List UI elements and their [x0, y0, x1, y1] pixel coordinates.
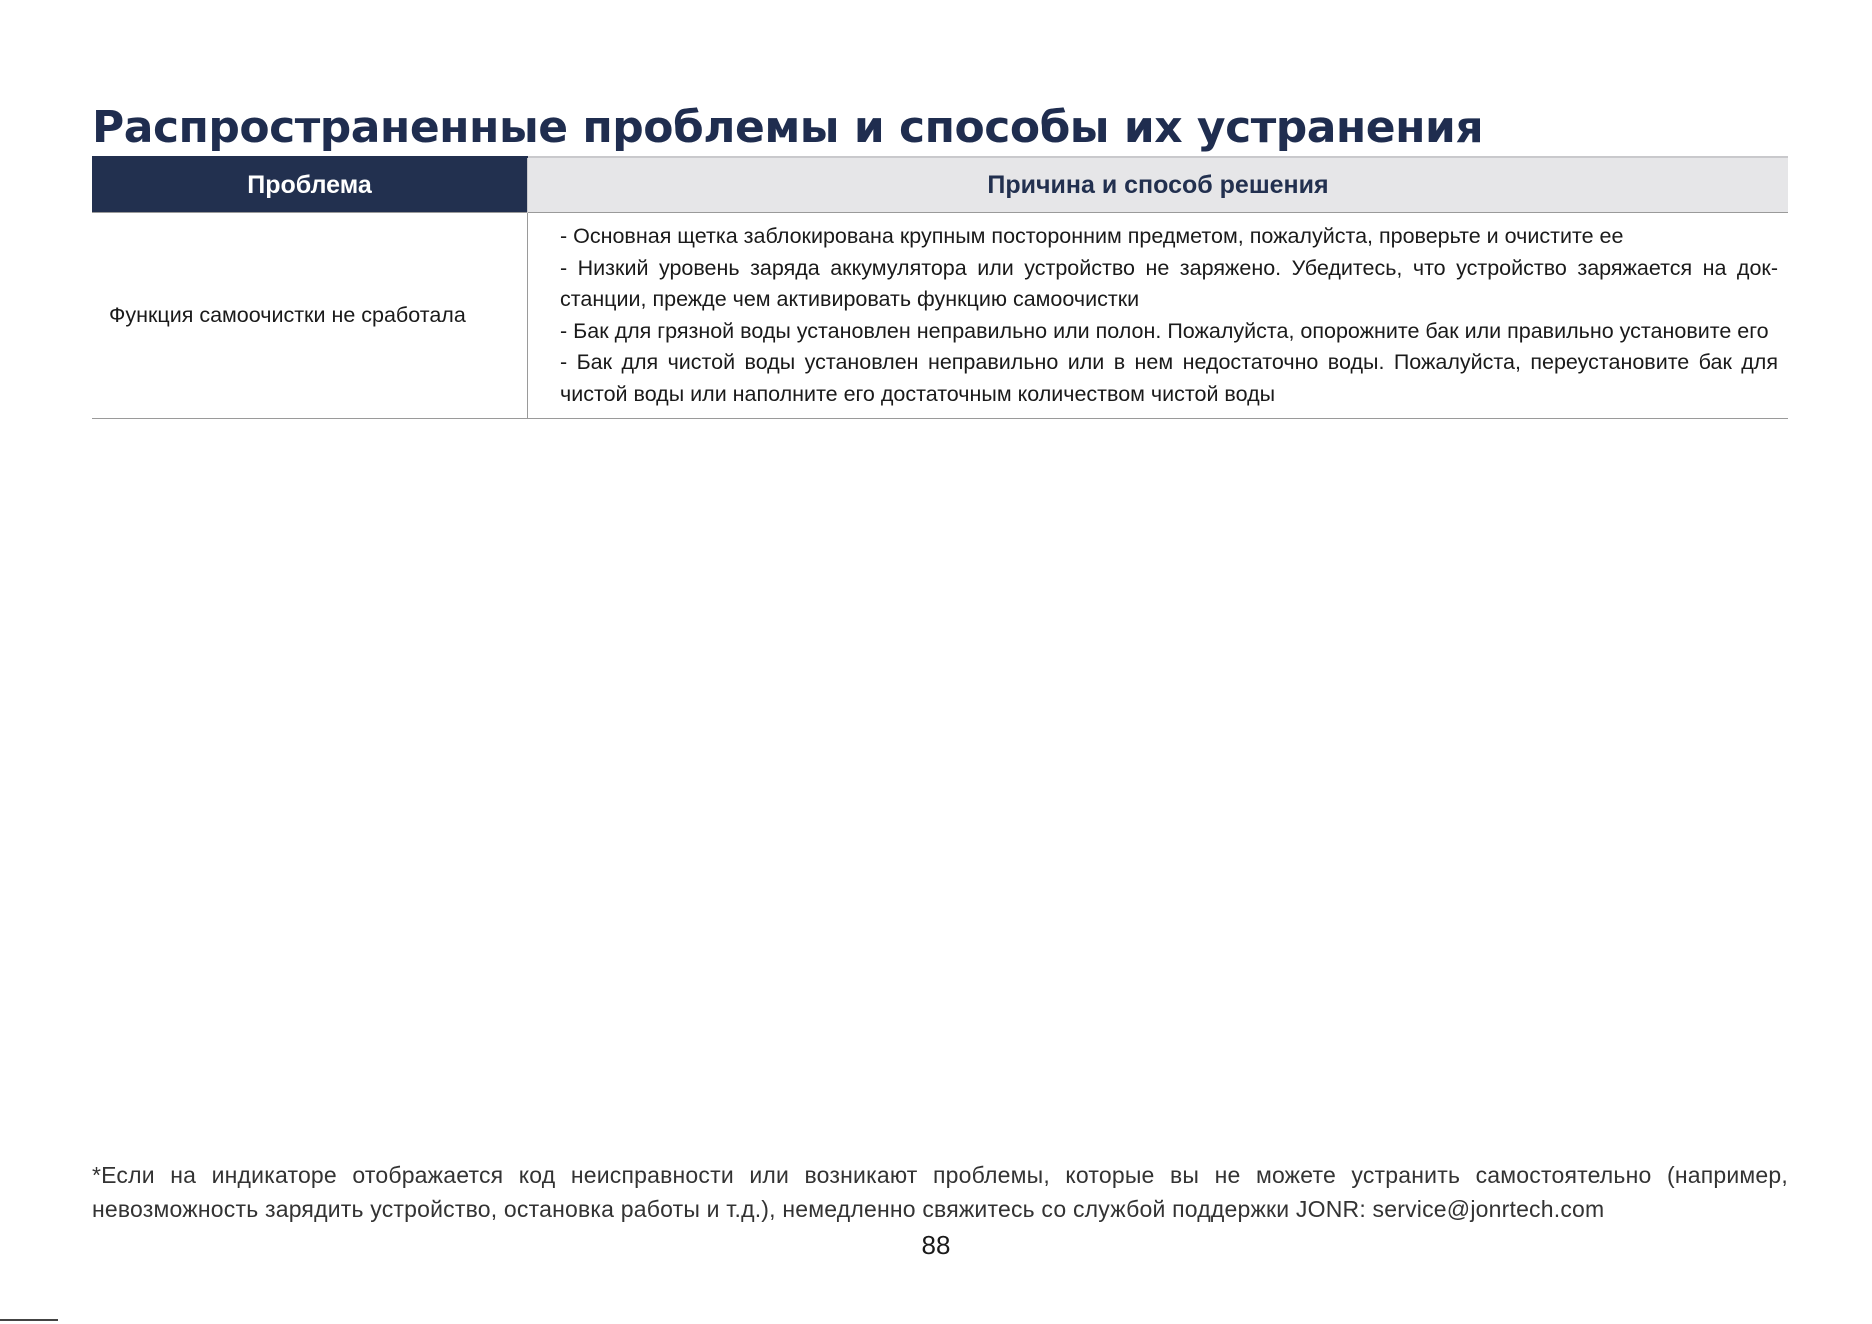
- solution-cell: [528, 213, 1789, 419]
- footnote: *Если на индикаторе отображается код неисправности или возникают проблемы, которые вы не можете устранить самостоятельно (например, невозможность зарядить устройство, остановка работы и т.д.), немедленно свяжитесь со службой поддержки JONR: service@jonrtech.com: [92, 1162, 1788, 1222]
- table-row: [92, 213, 1788, 419]
- solution-item: - Низкий уровень заряда аккумулятора или устройство не заряжено. Убедитесь, что устройство заряжается на док-станции, прежде чем активировать функцию самоочистки: [560, 255, 1778, 311]
- solution-item: - Бак для чистой воды установлен неправильно или в нем недостаточно воды. Пожалуйста, переустановите бак для чистой воды или наполните его достаточным количеством чистой воды: [560, 350, 1778, 406]
- problem-cell: Функция самоочистки не сработала: [92, 213, 528, 419]
- page-title: Распространенные проблемы и способы их устранения: [92, 102, 1484, 153]
- troubleshooting-table: [92, 156, 1788, 419]
- solution-item: - Основная щетка заблокирована крупным посторонним предметом, пожалуйста, проверьте и очистите ее: [560, 224, 1624, 248]
- header-problem: Проблема: [92, 157, 528, 213]
- table-header-row: [92, 157, 1788, 213]
- header-solution: Причина и способ решения: [528, 157, 1789, 213]
- page-number: 88: [921, 1230, 951, 1260]
- crop-mark: [0, 1319, 58, 1321]
- solution-item: - Бак для грязной воды установлен неправильно или полон. Пожалуйста, опорожните бак или правильно установите его: [560, 318, 1769, 343]
